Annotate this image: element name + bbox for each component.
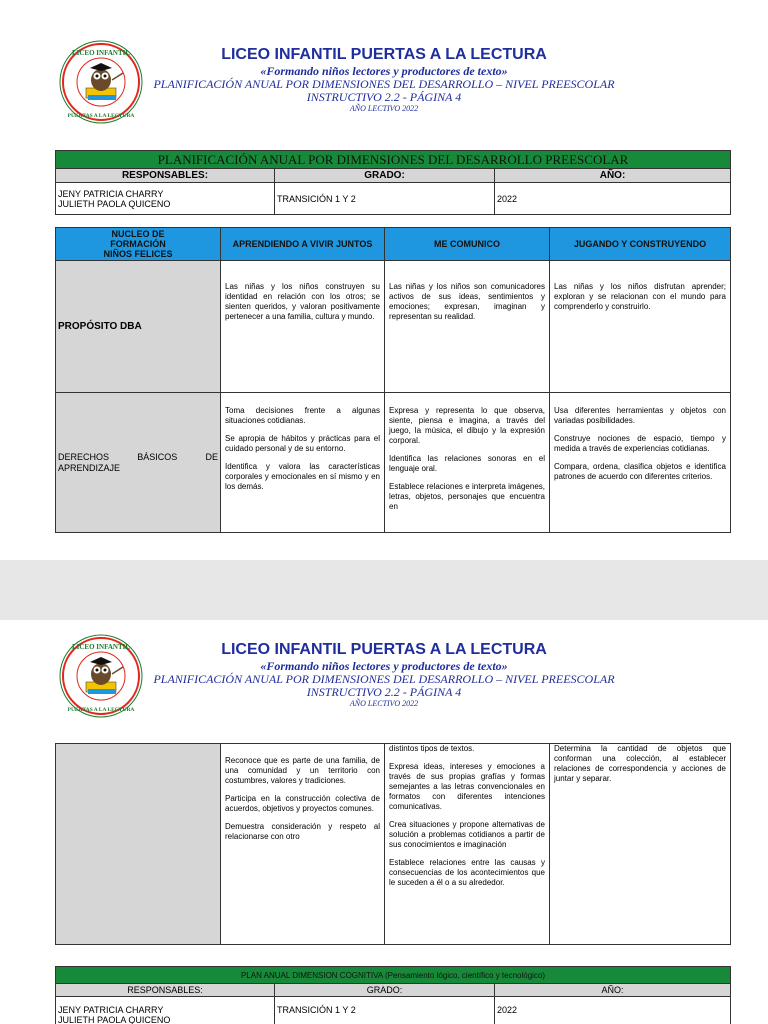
dba-item: Participa en la construcción colectiva de acuerdos, objetivos y proyectos comunes. bbox=[225, 794, 380, 813]
svg-text:PUERTAS A LA LECTURA: PUERTAS A LA LECTURA bbox=[67, 707, 135, 713]
dba-item: Crea situaciones y propone alternativas de solución a problemas cotidianos a partir de sus conocimientos e imaginación bbox=[389, 820, 545, 849]
responsable-name: JENY PATRICIA CHARRY bbox=[58, 1005, 164, 1015]
nucleo-header-line: NUCLEO DE bbox=[111, 229, 165, 239]
dba-item: Establece relaciones entre las causas y consecuencias de los acontecimientos que le suceden a él o a su alrededor. bbox=[389, 858, 545, 887]
derechos-jugando bbox=[550, 393, 731, 533]
responsables-label: RESPONSABLES: bbox=[56, 169, 275, 183]
school-logo bbox=[59, 40, 143, 124]
grado-value: TRANSICIÓN 1 Y 2 bbox=[275, 183, 495, 215]
anio-value: 2022 bbox=[495, 997, 731, 1024]
title-bar: PLANIFICACIÓN ANUAL POR DIMENSIONES DEL DESARROLLO PREESCOLAR bbox=[56, 151, 731, 169]
svg-text:PUERTAS A LA LECTURA: PUERTAS A LA LECTURA bbox=[67, 113, 135, 119]
dba-item: distintos tipos de textos. bbox=[389, 744, 475, 753]
proposito-me-comunico: Las niñas y los niños son comunicadores activos de sus ideas, sentimientos y emociones; expresan, imaginan y representan su realidad. bbox=[385, 261, 550, 393]
nucleo-header-line: NIÑOS FELICES bbox=[103, 249, 173, 259]
proposito-vivir-juntos: Las niñas y los niños construyen su identidad en relación con los otros; se sienten queridos, y valoran positivamente pertenecer a una familia, cultura y mundo. bbox=[221, 261, 385, 393]
dba-item: Identifica las relaciones sonoras en el lenguaje oral. bbox=[389, 454, 545, 473]
nucleo-header bbox=[56, 228, 221, 261]
school-name: LICEO INFANTIL PUERTAS A LA LECTURA bbox=[221, 641, 547, 658]
column-header-vivir-juntos: APRENDIENDO A VIVIR JUNTOS bbox=[221, 228, 385, 261]
svg-text:LICEO INFANTIL: LICEO INFANTIL bbox=[71, 49, 131, 57]
dba-item: Expresa ideas, intereses y emociones a través de sus propias grafías y formas semejantes a las letras convencionales en formatos con diferentes intenciones comunicativas. bbox=[389, 762, 545, 811]
document-header bbox=[140, 45, 628, 114]
grado-label: GRADO: bbox=[275, 169, 495, 183]
plan-title: PLANIFICACIÓN ANUAL POR DIMENSIONES DEL DESARROLLO – NIVEL PREESCOLAR bbox=[153, 672, 615, 686]
derechos-vivir-juntos bbox=[221, 393, 385, 533]
dba-item: Expresa y representa lo que observa, siente, piensa e imagina, a través del juego, la música, el dibujo y la expresión corporal. bbox=[389, 406, 545, 445]
dba-item: Reconoce que es parte de una familia, de una comunidad y un territorio con costumbres, valores y tradiciones. bbox=[225, 756, 380, 785]
dba-item: Compara, ordena, clasifica objetos e identifica patrones de acuerdo con diferentes criterios. bbox=[554, 462, 726, 481]
svg-text:LICEO INFANTIL: LICEO INFANTIL bbox=[71, 643, 131, 651]
plan-title: PLANIFICACIÓN ANUAL POR DIMENSIONES DEL DESARROLLO – NIVEL PREESCOLAR bbox=[153, 77, 615, 91]
dba-table-continued bbox=[55, 743, 731, 945]
responsables-label: RESPONSABLES: bbox=[56, 984, 275, 997]
derechos-label: DERECHOS BÁSICOS DE APRENDIZAJE bbox=[56, 393, 221, 533]
derechos-jugando-cont bbox=[550, 744, 731, 945]
cognitiva-info-table bbox=[55, 966, 731, 1024]
instructivo-label: INSTRUCTIVO 2.2 - PÁGINA 4 bbox=[306, 90, 462, 104]
proposito-label: PROPÓSITO DBA bbox=[56, 261, 221, 393]
responsable-name: JENY PATRICIA CHARRY bbox=[58, 188, 164, 199]
anio-label: AÑO: bbox=[495, 169, 731, 183]
anio-value: 2022 bbox=[495, 183, 731, 215]
responsables-value bbox=[56, 183, 275, 215]
cognitiva-title-bar: PLAN ANUAL DIMENSION COGNITIVA (Pensamiento lógico, científico y tecnológico) bbox=[56, 967, 731, 984]
dba-item: Demuestra consideración y respeto al relacionarse con otro bbox=[225, 822, 380, 841]
derechos-label-cont bbox=[56, 744, 221, 945]
dba-item: Determina la cantidad de objetos que conforman una colección, al establecer relaciones de correspondencia y acciones de juntar y separar. bbox=[554, 744, 726, 783]
responsable-name: JULIETH PAOLA QUICENO bbox=[58, 198, 171, 209]
document-page-2 bbox=[0, 620, 768, 1024]
grado-value: TRANSICIÓN 1 Y 2 bbox=[275, 997, 495, 1024]
anio-label: AÑO: bbox=[495, 984, 731, 997]
proposito-jugando: Las niñas y los niños disfrutan aprender; exploran y se relacionan con el mundo para comprenderlo y construirlo. bbox=[550, 261, 731, 393]
instructivo-label: INSTRUCTIVO 2.2 - PÁGINA 4 bbox=[306, 685, 462, 699]
dba-table bbox=[55, 227, 731, 533]
school-year: AÑO LECTIVO 2022 bbox=[349, 104, 419, 113]
responsable-name: JULIETH PAOLA QUICENO bbox=[58, 1015, 171, 1024]
info-table bbox=[55, 150, 731, 215]
school-year: AÑO LECTIVO 2022 bbox=[349, 699, 419, 708]
school-name: LICEO INFANTIL PUERTAS A LA LECTURA bbox=[221, 46, 547, 63]
dba-item: Se apropia de hábitos y prácticas para el cuidado personal y de su entorno. bbox=[225, 434, 380, 453]
derechos-me-comunico bbox=[385, 393, 550, 533]
dba-item: Toma decisiones frente a algunas situaciones cotidianas. bbox=[225, 406, 380, 425]
column-header-jugando: JUGANDO Y CONSTRUYENDO bbox=[550, 228, 731, 261]
derechos-vivir-juntos-cont bbox=[221, 744, 385, 945]
school-motto: «Formando niños lectores y productores de texto» bbox=[260, 64, 508, 78]
dba-item: Identifica y valora las características corporales y emocionales en sí mismo y en los demás. bbox=[225, 462, 380, 491]
dba-item: Establece relaciones e interpreta imágenes, letras, objetos, personajes que encuentra en bbox=[389, 482, 545, 511]
dba-item: Usa diferentes herramientas y objetos con variadas posibilidades. bbox=[554, 406, 726, 425]
nucleo-header-line: FORMACIÓN bbox=[110, 239, 166, 249]
grado-label: GRADO: bbox=[275, 984, 495, 997]
school-motto: «Formando niños lectores y productores de texto» bbox=[260, 659, 508, 673]
derechos-me-comunico-cont bbox=[385, 744, 550, 945]
column-header-me-comunico: ME COMUNICO bbox=[385, 228, 550, 261]
responsables-value bbox=[56, 997, 275, 1024]
document-header bbox=[140, 640, 628, 709]
school-logo bbox=[59, 634, 143, 718]
dba-item: Construye nociones de espacio, tiempo y medida a través de experiencias cotidianas. bbox=[554, 434, 726, 453]
